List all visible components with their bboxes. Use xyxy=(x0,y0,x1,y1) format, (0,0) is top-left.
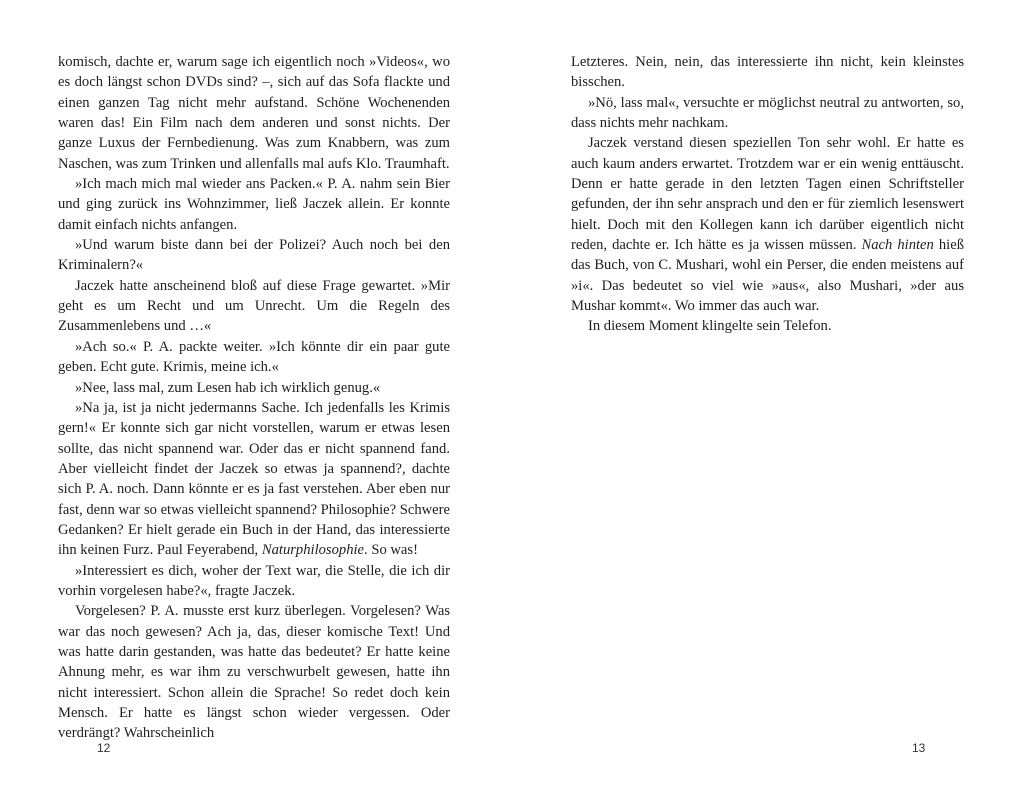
paragraph: »Interessiert es dich, woher der Text war, die Stelle, die ich dir vorhin vorgelesen habe?«, fragte Jaczek. xyxy=(58,562,450,599)
book-title-italic: Nach hinten xyxy=(861,237,934,254)
paragraph: Jaczek hatte anscheinend bloß auf diese Frage gewartet. »Mir geht es um Recht und um Unrecht. Um die Regeln des Zusammenlebens und …« xyxy=(58,277,450,335)
paragraph-text: . So was! xyxy=(364,542,418,559)
paragraph: Letzteres. Nein, nein, das interessierte ihn nicht, kein kleinstes bisschen. xyxy=(571,54,964,91)
paragraph: Vorgelesen? P. A. musste erst kurz überlegen. Vorgelesen? Was war das noch gewesen? Ach ja, das, dieser komische Text! Und was hatte darin gestanden, was hatte das bedeutet? Er hatte keine Ahnung mehr, es war ihm zu verschwurbelt gewesen, hatte ihn nicht interessiert. Schon allein die Sprache! So redet doch kein Mensch. Er hatte es längst schon wieder vergessen. Oder verdrängt? Wahrscheinlich xyxy=(58,603,450,742)
paragraph: »Ach so.« P. A. packte weiter. »Ich könnte dir ein paar gute geben. Echt gute. Krimis, meine ich.« xyxy=(58,338,450,376)
left-page-body xyxy=(58,52,450,744)
paragraph: komisch, dachte er, warum sage ich eigentlich noch »Videos«, wo es doch längst schon DVDs sind? –, sich auf das Sofa flackte und einen ganzen Tag nicht mehr aufstand. Schöne Wochenenden waren das! Ein Film nach dem anderen und sonst nichts. Der ganze Luxus der Fernbedienung. Was zum Knabbern, was zum Naschen, was zum Trinken und allenfalls mal aufs Klo. Traumhaft. xyxy=(58,54,450,172)
paragraph-text: Jaczek verstand diesen speziellen Ton sehr wohl. Er hatte es auch kaum anders erwartet. Trotzdem war er ein wenig enttäuscht. Denn er hatte gerade in den letzten Tagen einen Schriftsteller gefunden, der ihn sehr ansprach und den er für ziemlich lesenswert hielt. Doch mit den Kollegen kann ich darüber eigentlich nicht reden, dachte er. Ich hätte es ja wissen müssen. xyxy=(571,135,964,254)
page-number-left: 12 xyxy=(97,741,111,755)
paragraph xyxy=(58,398,450,561)
paragraph-text: hieß das Buch, von C. Mushari, wohl ein Perser, die enden meistens auf »i«. Das bedeutet so viel wie »aus«, also Mushari, »der aus Mushar kommt«. Wo immer das auch war. xyxy=(571,237,964,315)
paragraph-text: »Na ja, ist ja nicht jedermanns Sache. Ich jedenfalls les Krimis gern!« Er konnte sich gar nicht vorstellen, warum er etwas lesen sollte, das nicht spannend war. Oder das er nicht spannend fand. Aber vielleicht findet der Jaczek so etwas ja spannend?, dachte sich P. A. noch. Dann könnte er es ja fast verstehen. Aber eben nur fast, denn war so etwas vielleicht spannend? Philosophie? Schwere Gedanken? Er hielt gerade ein Buch in der Hand, das interessierte ihn keinen Furz. Paul Feyerabend, xyxy=(58,399,450,559)
page-number-right: 13 xyxy=(912,741,926,755)
book-title-italic: Naturphilosophie xyxy=(261,542,365,559)
right-page-body xyxy=(571,52,964,337)
paragraph: In diesem Moment klingelte sein Telefon. xyxy=(588,318,832,335)
paragraph: »Und warum biste dann bei der Polizei? Auch noch bei den Kriminalern?« xyxy=(58,237,450,274)
paragraph xyxy=(571,133,964,316)
paragraph: »Nee, lass mal, zum Lesen hab ich wirklich genug.« xyxy=(75,379,381,396)
paragraph: »Ich mach mich mal wieder ans Packen.« P. A. nahm sein Bier und ging zurück ins Wohnzimmer, ließ Jaczek allein. Er konnte damit einfach nichts anfangen. xyxy=(58,176,450,233)
paragraph: »Nö, lass mal«, versuchte er möglichst neutral zu antworten, so, dass nichts mehr nachkam. xyxy=(571,94,964,132)
